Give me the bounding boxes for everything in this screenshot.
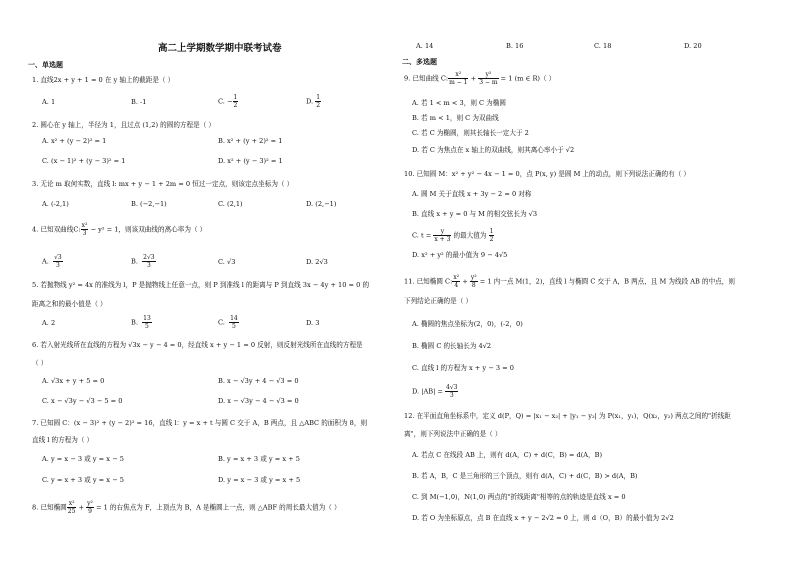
question-3-stem: 3. 无论 m 取何实数，直线 l: mx + y − 1 + 2m = 0 恒过一定点，则该定点坐标为（ ） — [32, 180, 294, 188]
q6-option-b: B. x − √3y + 4 − √3 = 0 — [218, 377, 299, 385]
q10-option-d: D. x² + y² 的最小值为 9 − 4√5 — [412, 251, 508, 259]
q11-option-a: A. 椭圆的焦点坐标为(2，0)，(-2，0) — [412, 320, 523, 328]
q9-option-d: D. 若 C 为焦点在 x 轴上的双曲线，则其离心率小于 √2 — [412, 146, 575, 154]
q7-option-d: D. y = x − 3 或 y = x + 5 — [218, 476, 301, 484]
question-12-stem-line1: 12. 在平面直角坐标系中，定义 d(P，Q) = |x₁ − x₂| + |y₁ − y₂| 为 P(x₁，y₁)，Q(x₂，y₂) 两点之间的"折线距 — [404, 412, 731, 420]
q3-option-d: D. (2,−1) — [306, 200, 337, 208]
question-9-stem: 9. 已知曲线 C: $\frac{\text{x²}}{m - 1}$ + $\frac{\text{y²}}{3 - m}$ = 1 (m ∈ R)（ ） — [404, 71, 556, 86]
page-title: 高二上学期数学期中联考试卷 — [158, 43, 282, 54]
q4-option-d: D. 2√3 — [306, 258, 328, 266]
q1-option-a: A. 1 — [42, 98, 56, 106]
q12-option-a: A. 若点 C 在线段 AB 上，则有 d(A，C) + d(C，B) = d(A，B) — [412, 451, 603, 459]
q11-option-c: C. 直线 l 的方程为 x + y − 3 = 0 — [412, 364, 514, 372]
question-1-stem: 1. 直线2x + y + 1 = 0 在 y 轴上的截距是（ ） — [32, 76, 175, 84]
q1-option-c: C. − $\frac{1}{2}$ — [218, 94, 238, 109]
q9-option-a: A. 若 1 < m < 3，则 C 为椭圆 — [412, 99, 506, 107]
q11-option-b: B. 椭圆 C 的长轴长为 4√2 — [412, 342, 492, 350]
question-4-stem: 4. 已知双曲线C: $\frac{\text{x²}}{3}$ − y² = 1，则该双曲线的离心率为（ ） — [32, 222, 207, 237]
q5-option-a: A. 2 — [42, 319, 56, 327]
question-5-stem-line1: 5. 若抛物线 y² = 4x 的准线为 l，P 是抛物线上任意一点，则 P 到准线 l 的距离与 P 到直线 3x − 4y + 10 = 0 的 — [32, 281, 370, 289]
q12-option-b: B. 若 A，B，C 是三角形的三个顶点，则有 d(A，C) + d(C，B) > d(A，B) — [412, 472, 638, 480]
q9-option-c: C. 若 C 为椭圆，则其长轴长一定大于 2 — [412, 129, 529, 137]
q10-option-c: C. t = $\frac{y}{x + 3}$ 的最大值为 $\frac{1}{2}$ — [412, 228, 494, 243]
q3-option-a: A. (-2,1) — [42, 200, 69, 208]
section-heading-multiple-choice: 二、多选题 — [402, 57, 437, 66]
q4-option-b: B. $\frac{2√3}{3}$ — [131, 254, 155, 269]
section-heading-single-choice: 一、单选题 — [28, 60, 63, 69]
q9-option-b: B. 若 m < 1，则 C 为双曲线 — [412, 114, 499, 122]
q4-option-a: A. $\frac{√3}{3}$ — [42, 254, 62, 269]
q8-option-b: B. 16 — [506, 42, 524, 50]
q7-option-b: B. y = x + 3 或 y = x + 5 — [218, 455, 300, 463]
question-11-stem-line1: 11. 已知椭圆 C: $\frac{\text{x²}}{4}$ + $\frac{\text{y²}}{8}$ = 1 内一点 M(1，2)，直线 l 与椭圆 C 交于 A，B 两点，且 M 为线段 AB 的中点，则 — [404, 274, 735, 289]
q6-option-d: D. x − √3y − 4 − √3 = 0 — [218, 397, 299, 405]
q2-option-c: C. (x − 1)² + (y − 3)² = 1 — [42, 157, 126, 165]
q8-option-a: A. 14 — [416, 42, 434, 50]
q10-option-a: A. 圆 M 关于直线 x + 3y − 2 = 0 对称 — [412, 190, 532, 198]
q8-option-c: C. 18 — [594, 42, 612, 50]
question-5-stem-line2: 距离之和的最小值是（ ） — [32, 300, 107, 308]
question-10-stem: 10. 已知圆 M：x² + y² − 4x − 1 = 0，点 P(x, y) 是圆 M 上的动点，则下列说法正确的有（ ） — [404, 170, 691, 178]
q5-option-b: B. $\frac{13}{5}$ — [131, 315, 151, 330]
question-7-stem-line1: 7. 已知圆 C：(x − 3)² + (y − 2)² = 16，直线 l：y = x + t 与圆 C 交于 A，B 两点，且 △ABC 的面积为 8，则 — [32, 419, 368, 427]
q8-option-d: D. 20 — [684, 42, 702, 50]
q12-option-d: D. 若 O 为坐标原点，点 B 在直线 x + y − 2√2 = 0 上，则 d（O，B）的最小值为 2√2 — [412, 514, 674, 522]
q3-option-b: B. (−2,−1) — [131, 200, 167, 208]
q7-option-a: A. y = x − 3 或 y = x − 5 — [42, 455, 124, 463]
question-8-stem: 8. 已知椭圆 $\frac{\text{x²}}{25}$ + $\frac{\text{y²}}{9}$ = 1 的右焦点为 F，上顶点为 B，A 是椭圆上一点，则 △ABF 的周长最大值为（ ） — [32, 500, 341, 515]
q2-option-b: B. x² + (y + 2)² = 1 — [218, 137, 283, 145]
q10-option-b: B. 直线 x + y = 0 与 M 的相交弦长为 √3 — [412, 210, 538, 218]
q4-option-c: C. √3 — [218, 258, 236, 266]
q7-option-c: C. y = x + 3 或 y = x − 5 — [42, 476, 124, 484]
q11-option-d: D. |AB| = $\frac{4√3}{3}$ — [412, 384, 458, 399]
question-6-stem-line2: （ ） — [32, 359, 48, 367]
q1-option-b: B. -1 — [131, 98, 147, 106]
question-11-stem-line2: 下列结论正确的是（ ） — [404, 297, 473, 305]
question-7-stem-line2: 直线 l 的方程为（ ） — [32, 436, 94, 444]
q1-option-d: D. $\frac{1}{2}$ — [306, 94, 321, 109]
q3-option-c: C. (2,1) — [218, 200, 243, 208]
q5-option-c: C. $\frac{14}{5}$ — [218, 315, 238, 330]
question-6-stem-line1: 6. 若入射光线所在直线的方程为 √3x − y − 4 = 0，经直线 x + y − 1 = 0 反射，则反射光线所在直线的方程是 — [32, 341, 363, 349]
question-2-stem: 2. 圆心在 y 轴上，半径为 1，且过点 (1,2) 的圆的方程是（ ） — [32, 121, 215, 129]
q2-option-d: D. x² + (y − 3)² = 1 — [218, 157, 283, 165]
q6-option-a: A. √3x + y + 5 = 0 — [42, 377, 105, 385]
q12-option-c: C. 到 M(−1,0)，N(1,0) 两点的"折线距离"相等的点的轨迹是直线 x = 0 — [412, 493, 626, 501]
question-12-stem-line2: 离"，则下列说法中正确的是（ ） — [404, 430, 502, 438]
q6-option-c: C. x − √3y − √3 − 5 = 0 — [42, 397, 123, 405]
q5-option-d: D. 3 — [306, 319, 320, 327]
q2-option-a: A. x² + (y − 2)² = 1 — [42, 137, 107, 145]
